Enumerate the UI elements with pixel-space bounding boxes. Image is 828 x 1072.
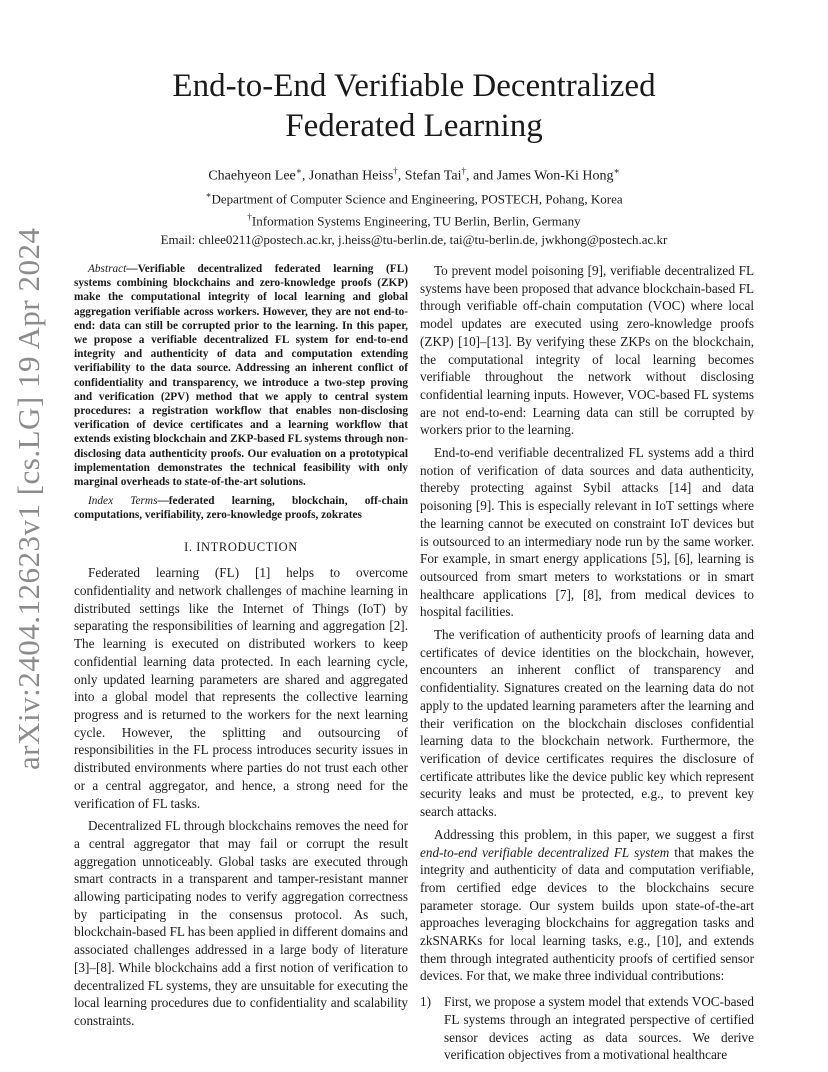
emphasis-system: end-to-end verifiable decentralized FL system bbox=[420, 844, 670, 860]
affiliation-1: ∗Department of Computer Science and Engineering, POSTECH, Pohang, Korea bbox=[205, 189, 623, 206]
abstract-text: —Verifiable decentralized federated learning (FL) systems combining blockchains and zero-knowledge proofs (ZKP) make the computational integrity of local learning and global aggregation verifiable across workers. However, they are not end-to-end: data can still be corrupted prior to the learning. In this paper, we propose a verifiable decentralized FL system for end-to-end integrity and authenticity of data and computation extending verifiability to the data source. Addressing an inherent conflict of confidentiality and transparency, we introduce a two-step proving and verification (2PV) method that we apply to central system procedures: a registration workflow that enables non-disclosing verification of device certificates and a learning workflow that extends existing blockchain and ZKP-based FL systems through non-disclosing data authenticity proofs. Our evaluation on a prototypical implementation demonstrates the technical feasibility with only marginal overheads to state-of-the-art solutions. bbox=[74, 263, 408, 489]
index-terms-label: Index Terms bbox=[88, 495, 158, 508]
abstract-label: Abstract bbox=[88, 263, 127, 275]
affil-mark-1: ∗ bbox=[295, 166, 302, 176]
title-line-2: Federated Learning bbox=[285, 108, 543, 144]
author-emails: Email: chlee0211@postech.ac.kr, j.heiss@tu-berlin.de, tai@tu-berlin.de, jwkhong@postech.ac.kr bbox=[160, 232, 668, 248]
intro-paragraph-5: The verification of authenticity proofs of learning data and certificates of device identities on the blockchain, however, encounters an inherent conflict of transparency and confidentiality. Signatures created on the learning data do not apply to the updated learning parameters after the learning and their verification on the blockchain discloses confidential learning data to the blockchain network. Furthermore, the verification of device certificates requires the disclosure of certificate attributes like the device public key which represent security leaks and must be protected, e.g., to prevent key search attacks. bbox=[420, 627, 754, 820]
intro-paragraph-1: Federated learning (FL) [1] helps to overcome confidentiality and network challenges of machine learning in distributed settings like the Internet of Things (IoT) by separating the responsibilities of learning and aggregation [2]. The learning is executed on distributed workers to keep confidential learning data protected. In each learning cycle, only updated learning parameters are shared and aggregated into a global model that represents the collective learning progress and is returned to the workers for the next learning cycle. However, the splitting and outsourcing of responsibilities in the FL process introduces security issues in distributed environments where parties do not trust each other or a central aggregator, and hence, a strong need for the verification of FL tasks. bbox=[74, 565, 408, 811]
affil-mark-2: † bbox=[393, 166, 398, 176]
author-1: Chaehyeon Lee bbox=[208, 168, 296, 184]
author-names bbox=[60, 162, 768, 186]
title-line-1: End-to-End Verifiable Decentralized bbox=[172, 68, 656, 104]
arxiv-identifier: arXiv:2404.12623v1 [cs.LG] 19 Apr 2024 bbox=[11, 227, 46, 770]
intro-paragraph-2: Decentralized FL through blockchains removes the need for a central aggregator that may fail or corrupt the result aggregation unnoticeably. Global tasks are executed through smart contracts in a transparent and tamper-resistant manner allowing participating nodes to verify aggregation correctness by participating in the consensus protocol. As such, blockchain-based FL has been applied in different domains and associated challenges addressed in a large body of literature [3]–[8]. While blockchains add a first notion of verification to decentralized FL systems, they are unsuitable for executing the local learning procedures due to confidentiality and scalability constraints. bbox=[74, 818, 408, 1028]
intro-paragraph-4: End-to-end verifiable decentralized FL systems add a third notion of verification of data sources and data authenticity, thereby protecting against Sybil attacks [14] and data poisoning [9]. This is especially relevant in IoT settings where the learning cannot be executed on constraint IoT devices but is outsourced to an intermediary node run by the same worker. For example, in smart energy applications [5], [6], learning is outsourced from smart meters to workstations or in smart healthcare applications [7], [8], from medical devices to hospital facilities. bbox=[420, 445, 754, 620]
left-column bbox=[74, 262, 408, 1030]
intro-paragraph-3: To prevent model poisoning [9], verifiable decentralized FL systems have been proposed that advance blockchain-based FL through verifiable off-chain computation (VOC) where local model updates are executed using zero-knowledge proofs (ZKP) [10]–[13]. By verifying these ZKPs on the blockchain, the computational integrity of local learning becomes verifiable throughout the network without disclosing confidential learning inputs. However, VOC-based FL systems are not end-to-end: Learning data can still be corrupted by workers prior to the learning. bbox=[420, 263, 754, 438]
author-4: , and James Won-Ki Hong bbox=[466, 168, 614, 184]
affil-mark-3: † bbox=[461, 166, 466, 176]
intro-paragraph-6: Addressing this problem, in this paper, we suggest a first end-to-end verifiable decentralized FL system that makes the integrity and authenticity of data and computation verifiable, from certified edge devices to the blockchains secure parameter storage. Our system builds upon state-of-the-art approaches leveraging blockchains for aggregation tasks and zkSNARKs for local learning tasks, e.g., [10], and extends them through integrated authenticity proofs of certified sensor devices. For that, we make three individual contributions: bbox=[420, 826, 754, 984]
index-terms-text: —federated learning, blockchain, off-chain computations, verifiability, zero-knowledge proofs, zokrates bbox=[74, 495, 409, 522]
right-column bbox=[420, 262, 754, 1064]
author-3: , Stefan Tai bbox=[397, 168, 462, 184]
contribution-text: First, we propose a system model that extends VOC-based FL systems through an integrated perspective of certified sensor devices acting as data sources. We derive verification objectives from a motivational healthcare bbox=[444, 994, 754, 1063]
index-terms bbox=[74, 494, 408, 522]
affiliation-2: †Information Systems Engineering, TU Berlin, Berlin, Germany bbox=[247, 211, 581, 229]
contribution-item-1 bbox=[420, 993, 754, 1064]
abstract bbox=[74, 262, 408, 489]
affil-mark-4: ∗ bbox=[613, 166, 620, 176]
author-2: , Jonathan Heiss bbox=[301, 168, 394, 184]
contribution-number: 1) bbox=[420, 994, 431, 1010]
section-heading-introduction: I. INTRODUCTION bbox=[184, 539, 298, 554]
paper-title bbox=[60, 66, 768, 146]
author-block bbox=[60, 162, 768, 249]
